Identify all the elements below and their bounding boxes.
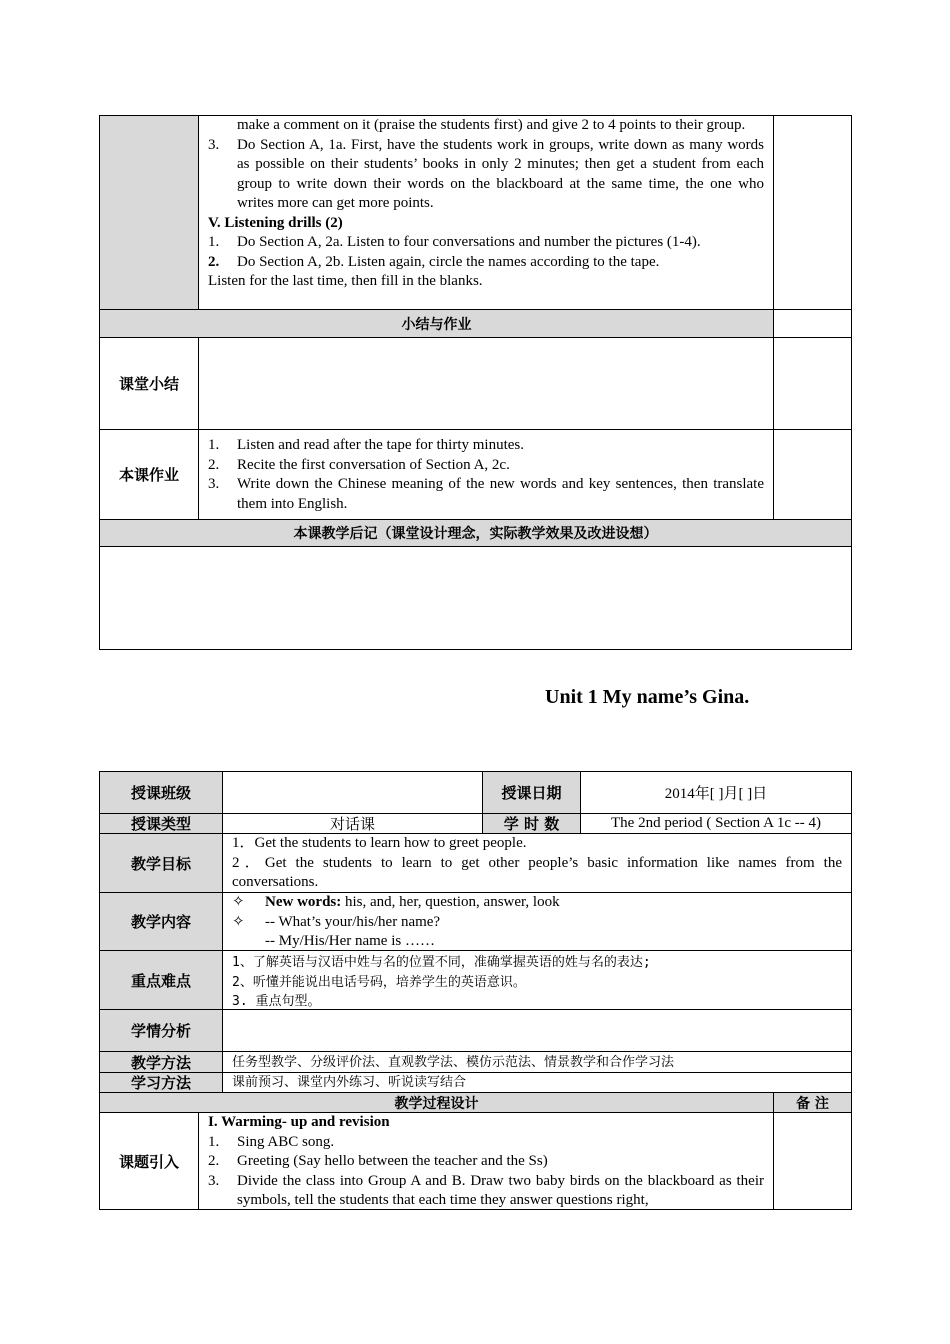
- content-body: [223, 893, 851, 950]
- row-label-blank: [100, 116, 198, 309]
- lesson-type-value: 对话课: [329, 817, 375, 833]
- procedure-continuation: [199, 116, 773, 309]
- class-label: 授课班级: [130, 784, 191, 802]
- summary-homework-header: 小结与作业: [100, 310, 773, 337]
- homework-list: [199, 436, 773, 514]
- process-header: 教学过程设计: [394, 1095, 479, 1112]
- new-words: his, and, her, question, answer, look: [341, 894, 560, 910]
- key-point: 3. 重点句型。: [232, 994, 321, 1009]
- reflection-header: 本课教学后记（课堂设计理念，实际教学效果及改进设想）: [100, 520, 851, 546]
- date-label: 授课日期: [501, 784, 562, 802]
- warmup-content: [199, 1113, 773, 1211]
- list-item: 2. Do Section A, 2b. Listen again, circle the names according to the tape.: [208, 253, 660, 270]
- list-item: 2. Greeting (Say hello between the teacher and the Ss): [208, 1153, 548, 1169]
- date-value: 2014年[ ]月[ ]日: [664, 786, 768, 802]
- list-item: 3. Write down the Chinese meaning of the new words and key sentences, then translate them into English.: [208, 476, 764, 512]
- intro-label: 课题引入: [118, 1152, 179, 1171]
- goals-label: 教学目标: [130, 854, 191, 873]
- key-points-label: 重点难点: [130, 971, 191, 990]
- class-summary-label: 课堂小结: [118, 375, 179, 393]
- teaching-method-label: 教学方法: [130, 1053, 191, 1072]
- section-title: V. Listening drills (2): [208, 214, 343, 231]
- goal-item: 2．Get the students to learn to get other people’s basic information like names from the conversations.: [232, 854, 842, 890]
- diamond-icon: ✧: [232, 894, 245, 910]
- key-points-body: [232, 953, 842, 1012]
- list-item: 2. Recite the first conversation of Section A, 2c.: [208, 456, 510, 473]
- section-title: I. Warming- up and revision: [208, 1114, 390, 1130]
- teaching-method-value: 任务型教学、分级评价法、直观教学法、模仿示范法、情景教学和合作学习法: [232, 1055, 675, 1070]
- diamond-icon: ✧: [232, 913, 245, 930]
- list-item: 3. Divide the class into Group A and B. Draw two baby birds on the blackboard as their symbols, tell the students that each time they answer questions right,: [208, 1172, 764, 1208]
- goals-content: [223, 834, 851, 892]
- learning-method-value: 课前预习、课堂内外练习、听说读写结合: [232, 1075, 467, 1090]
- analysis-label: 学情分析: [130, 1022, 191, 1040]
- unit-title: Unit 1 My name’s Gina.: [545, 686, 750, 708]
- period-label: 学 时 数: [503, 815, 560, 833]
- comment-line: make a comment on it (praise the students first) and give 2 to 4 points to their group.: [237, 117, 746, 133]
- list-item: 3. Do Section A, 1a. First, have the students work in groups, write down as many words as possible on their students’ books in only 2 minutes; then get a student from each group to write down their words on the blackboard at the same time, the one who writes more can get more points.: [208, 136, 764, 211]
- learning-method-label: 学习方法: [130, 1074, 191, 1092]
- goal-item: 1．Get the students to learn how to greet people.: [232, 835, 527, 851]
- key-point: 1、了解英语与汉语中姓与名的位置不同，准确掌握英语的姓与名的表达;: [232, 955, 651, 970]
- instruction-line: Listen for the last time, then fill in the blanks.: [208, 273, 483, 289]
- remarks-header: 备 注: [796, 1095, 829, 1112]
- lesson-type-label: 授课类型: [130, 815, 191, 833]
- new-words-label: New words:: [265, 894, 342, 910]
- homework-label: 本课作业: [118, 466, 179, 484]
- content-label: 教学内容: [130, 913, 191, 931]
- sentence-answer: -- My/His/Her name is ……: [265, 933, 435, 949]
- period-value: The 2nd period ( Section A 1c -- 4): [611, 815, 821, 831]
- list-item: 1. Sing ABC song.: [208, 1133, 335, 1150]
- sentence-question: -- What’s your/his/her name?: [265, 913, 441, 930]
- list-item: 1. Listen and read after the tape for thirty minutes.: [208, 437, 524, 453]
- key-point: 2、听懂并能说出电话号码，培养学生的英语意识。: [232, 974, 526, 990]
- list-item: 1. Do Section A, 2a. Listen to four conversations and number the pictures (1-4).: [208, 234, 701, 250]
